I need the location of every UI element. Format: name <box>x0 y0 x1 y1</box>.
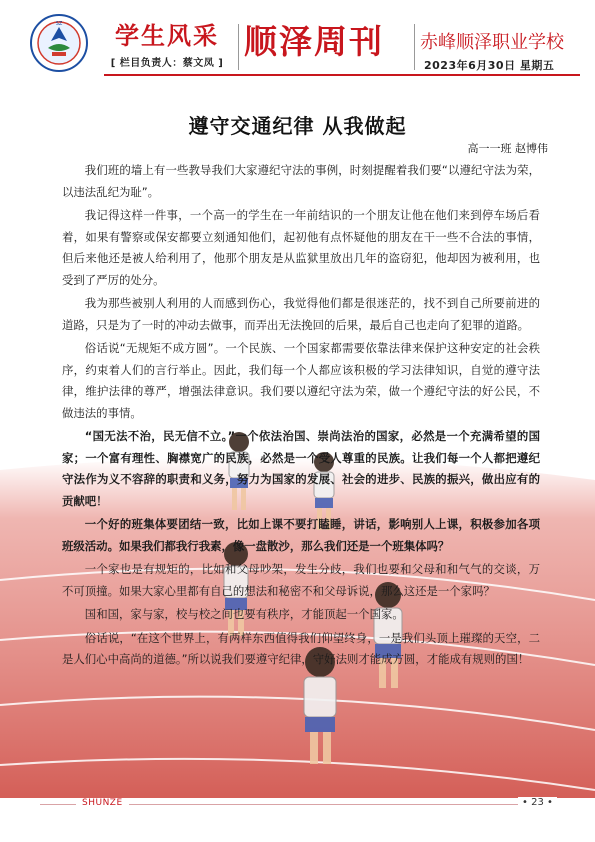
paragraph: 我为那些被别人利用的人而感到伤心，我觉得他们都是很迷茫的，找不到自己所要前进的道路，只是为了一时的冲动去做事，而弄出无法挽回的后果，最后自己也走向了犯罪的道路。 <box>62 296 540 332</box>
paragraph: 一个家也是有规矩的，比如和父母吵架，发生分歧，我们也要和父母和和气气的交谈，万不可顶撞。如果大家心里都有自己的想法和秘密不和父母诉说，那么这还是一个家吗？ <box>62 562 540 598</box>
article-body <box>62 160 540 673</box>
header-divider-left <box>238 24 239 70</box>
paragraph: “国无法不治，民无信不立。”一个依法治国、崇尚法治的国家，必然是一个充满希望的国家；一个富有理性、胸襟宽广的民族，必然是一个受人尊重的民族。让我们每一个人都把遵纪守法作为义不容辞的职责和义务，努力为国家的发展、社会的进步、民族的振兴，做出应有的贡献吧！ <box>62 429 540 508</box>
paper-title: 顺泽周刊 <box>244 22 384 61</box>
header-rule <box>104 74 580 76</box>
footer-brand: SHUNZE <box>76 798 129 808</box>
school-logo <box>30 14 88 72</box>
column-editor: [ 栏目负责人：蔡文凤 ] <box>110 58 224 69</box>
page-number: • 23 • <box>518 797 557 808</box>
header-divider-right <box>414 24 415 70</box>
paragraph: 国和国，家与家，校与校之间也要有秩序，才能顶起一个国家。 <box>84 607 404 621</box>
paragraph: 我们班的墙上有一些教导我们大家遵纪守法的事例，时刻提醒着我们要“以遵纪守法为荣，以违法乱纪为耻”。 <box>62 163 540 199</box>
issue-date: 2023年6月30日 星期五 <box>424 59 555 72</box>
article-byline: 高一一班 赵博伟 <box>467 142 548 155</box>
paragraph: 我记得这样一件事，一个高一的学生在一年前结识的一个朋友让他在他们来到停车场后看着，如果有警察或保安都要立刻通知他们，起初他有点怀疑他的朋友在干一些不合法的事情，但后来他还是被人给利用了，他那个朋友是从监狱里放出几年的盗窃犯，他却因为被利用，也受到了严厉的处分。 <box>62 208 540 287</box>
column-title: 学生风采 <box>115 22 219 50</box>
paragraph: 俗话说“无规矩不成方圆”。一个民族、一个国家都需要依靠法律来保护这种安定的社会秩序，约束着人们的言行举止。因此，我们每一个人都应该积极的学习法律知识，自觉的遵守法律，维护法律的尊严，增强法律意识。我们要以遵纪守法为荣，做一个遵纪守法的好公民，不做违法的事情。 <box>62 341 540 420</box>
svg-text:SZ: SZ <box>55 21 63 27</box>
school-name: 赤峰顺泽职业学校 <box>420 32 564 53</box>
article-title: 遵守交通纪律 从我做起 <box>188 114 407 138</box>
paragraph: 一个好的班集体要团结一致，比如上课不要打瞌睡，讲话，影响别人上课，积极参加各项班级活动。如果我们都我行我素，像一盘散沙，那么我们还是一个班集体吗？ <box>62 517 540 553</box>
paragraph: 俗话说，“在这个世界上，有两样东西值得我们仰望终身，一是我们头顶上璀璨的天空，二是人们心中高尚的道德。”所以说我们要遵守纪律，守好法则才能成方圆，才能成有规则的国！ <box>62 630 540 666</box>
